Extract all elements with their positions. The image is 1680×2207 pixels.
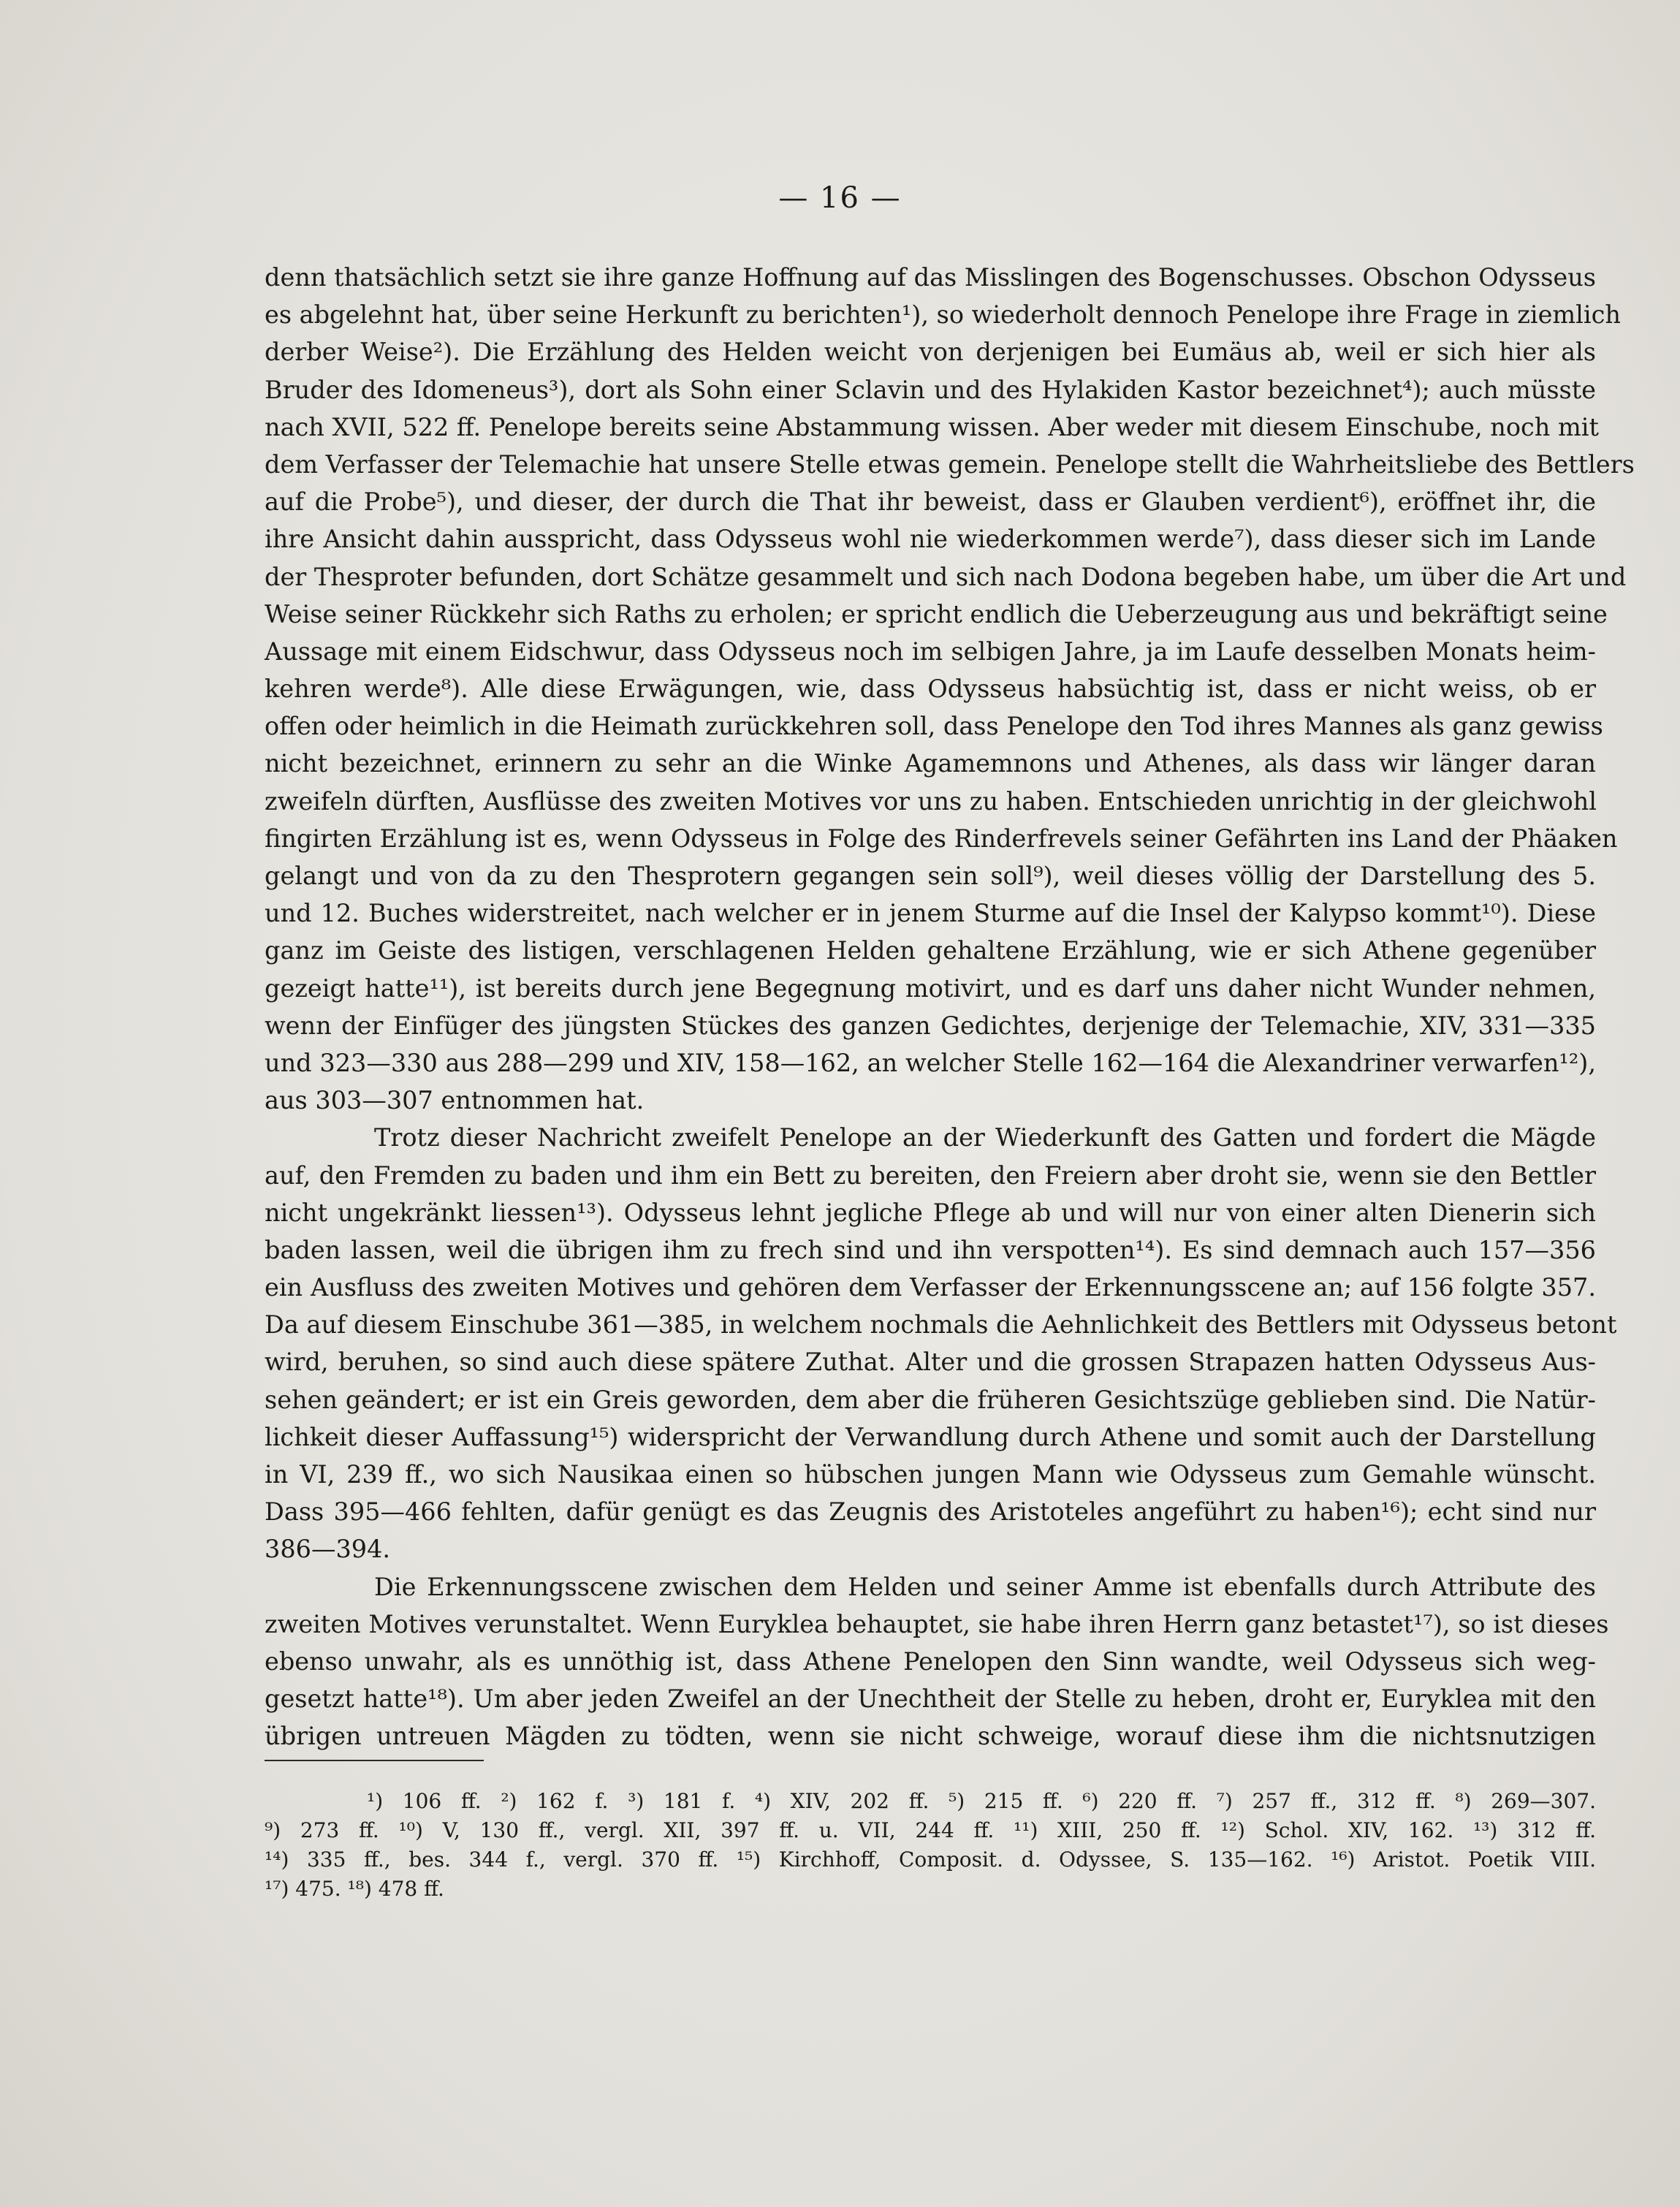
text-line: fingirten Erzählung ist es, wenn Odysseus in Folge des Rinderfrevels seiner Gefährten ins Land der Phäaken	[265, 824, 1618, 853]
text-line: und 12. Buches widerstreitet, nach welcher er in jenem Sturme auf die Insel der Kalypso kommt¹⁰). Diese	[265, 899, 1596, 928]
text-line: nicht ungekränkt liessen¹³). Odysseus lehnt jegliche Pflege ab und will nur von einer alten Dienerin sich	[265, 1198, 1596, 1227]
text-line: sehen geändert; er ist ein Greis geworden, dem aber die früheren Gesichtszüge geblieben sind. Die Natür-	[265, 1385, 1596, 1414]
text-line: Dass 395—466 fehlten, dafür genügt es das Zeugnis des Aristoteles angeführt zu haben¹⁶); echt sind nur	[265, 1497, 1596, 1527]
text-line: in VI, 239 ff., wo sich Nausikaa einen so hübschen jungen Mann wie Odysseus zum Gemahle wünscht.	[265, 1460, 1596, 1489]
text-line: Da auf diesem Einschube 361—385, in welchem nochmals die Aehnlichkeit des Bettlers mit Odysseus betont	[265, 1310, 1617, 1340]
text-line: ihre Ansicht dahin ausspricht, dass Odysseus wohl nie wiederkommen werde⁷), dass dieser sich im Lande	[265, 525, 1596, 554]
text-line: Bruder des Idomeneus³), dort als Sohn einer Sclavin und des Hylakiden Kastor bezeichnet⁴); auch müsste	[265, 375, 1596, 404]
text-line: zweiten Motives verunstaltet. Wenn Euryklea behauptet, sie habe ihren Herrn ganz betastet¹⁷), so ist dieses	[265, 1609, 1609, 1638]
text-line: 386—394.	[265, 1535, 391, 1564]
text-line: denn thatsächlich setzt sie ihre ganze Hoffnung auf das Misslingen des Bogenschusses. Obschon Odysseus	[265, 263, 1596, 292]
text-line: der Thesproter befunden, dort Schätze gesammelt und sich nach Dodona begeben habe, um über die Art und	[265, 562, 1627, 591]
text-line: gezeigt hatte¹¹), ist bereits durch jene Begegnung motivirt, und es darf uns daher nicht Wunder nehmen,	[265, 973, 1596, 1003]
footnote-line: ⁹) 273 ff. ¹⁰) V, 130 ff., vergl. XII, 397 ff. u. VII, 244 ff. ¹¹) XIII, 250 ff. ¹²) Schol. XIV, 162. ¹³) 312 ff.	[265, 1818, 1596, 1842]
text-line: wenn der Einfüger des jüngsten Stückes des ganzen Gedichtes, derjenige der Telemachie, XIV, 331—335	[265, 1011, 1596, 1040]
footnote-divider	[265, 1760, 484, 1761]
text-line: ganz im Geiste des listigen, verschlagenen Helden gehaltene Erzählung, wie er sich Athene gegenüber	[265, 936, 1596, 965]
text-line: kehren werde⁸). Alle diese Erwägungen, wie, dass Odysseus habsüchtig ist, dass er nicht weiss, ob er	[265, 675, 1596, 704]
footnote-line: ¹⁷) 475. ¹⁸) 478 ff.	[265, 1877, 444, 1901]
footnote-line: ¹⁴) 335 ff., bes. 344 f., vergl. 370 ff. ¹⁵) Kirchhoff, Composit. d. Odyssee, S. 135—162. ¹⁶) Aristot. Poetik VIII.	[265, 1847, 1596, 1872]
text-line: dem Verfasser der Telemachie hat unsere Stelle etwas gemein. Penelope stellt die Wahrheitsliebe des Bettlers	[265, 449, 1635, 479]
footnotes	[265, 1787, 1596, 1904]
paragraph	[265, 1119, 1617, 1568]
text-line: zweifeln dürften, Ausflüsse des zweiten Motives vor uns zu haben. Entschieden unrichtig in der gleichwohl	[265, 786, 1597, 816]
text-line: offen oder heimlich in die Heimath zurückkehren soll, dass Penelope den Tod ihres Mannes als ganz gewiss	[265, 712, 1603, 741]
text-line: derber Weise²). Die Erzählung des Helden weicht von derjenigen bei Eumäus ab, weil er sich hier als	[265, 338, 1596, 367]
text-line: lichkeit dieser Auffassung¹⁵) widerspricht der Verwandlung durch Athene und somit auch der Darstellung	[265, 1422, 1596, 1451]
text-line: ein Ausfluss des zweiten Motives und gehören dem Verfasser der Erkennungsscene an; auf 156 folgte 357.	[265, 1273, 1596, 1302]
text-line: übrigen untreuen Mägden zu tödten, wenn sie nicht schweige, worauf diese ihm die nichtsnutzigen	[265, 1722, 1596, 1751]
text-line: Die Erkennungsscene zwischen dem Helden und seiner Amme ist ebenfalls durch Attribute des	[374, 1572, 1596, 1601]
text-line: gelangt und von da zu den Thesprotern gegangen sein soll⁹), weil dieses völlig der Darstellung des 5.	[265, 862, 1596, 890]
text-line: Weise seiner Rückkehr sich Raths zu erholen; er spricht endlich die Ueberzeugung aus und bekräftigt seine	[265, 599, 1608, 628]
text-line: Aussage mit einem Eidschwur, dass Odysseus noch im selbigen Jahre, ja im Laufe desselben Monats heim-	[265, 637, 1596, 666]
text-line: nach XVII, 522 ff. Penelope bereits seine Abstammung wissen. Aber weder mit diesem Einschube, noch mit	[265, 412, 1599, 441]
text-line: aus 303—307 entnommen hat.	[265, 1086, 645, 1115]
text-line: es abgelehnt hat, über seine Herkunft zu berichten¹), so wiederholt dennoch Penelope ihre Frage in ziemlich	[265, 300, 1621, 330]
footnote-line: ¹) 106 ff. ²) 162 f. ³) 181 f. ⁴) XIV, 202 ff. ⁵) 215 ff. ⁶) 220 ff. ⁷) 257 ff., 312 ff. ⁸) 269—307.	[367, 1789, 1596, 1813]
text-line: wird, beruhen, so sind auch diese spätere Zuthat. Alter und die grossen Strapazen hatten Odysseus Aus-	[265, 1348, 1596, 1377]
text-line: auf, den Fremden zu baden und ihm ein Bett zu bereiten, den Freiern aber droht sie, wenn sie den Bettler	[265, 1161, 1596, 1190]
text-line: ebenso unwahr, als es unnöthig ist, dass Athene Penelopen den Sinn wandte, weil Odysseus sich weg-	[265, 1646, 1596, 1676]
text-line: auf die Probe⁵), und dieser, der durch die That ihr beweist, dass er Glauben verdient⁶), eröffnet ihr, die	[265, 487, 1596, 517]
text-line: und 323—330 aus 288—299 und XIV, 158—162, an welcher Stelle 162—164 die Alexandriner verwarfen¹²),	[265, 1048, 1596, 1077]
text-line: gesetzt hatte¹⁸). Um aber jeden Zweifel an der Unechtheit der Stelle zu heben, droht er, Euryklea mit den	[265, 1684, 1596, 1714]
body-text	[265, 259, 1635, 1755]
text-line: Trotz dieser Nachricht zweifelt Penelope an der Wiederkunft des Gatten und fordert die Mägde	[374, 1123, 1596, 1152]
page-number: — 16 —	[778, 181, 902, 215]
text-line: baden lassen, weil die übrigen ihm zu frech sind und ihn verspotten¹⁴). Es sind demnach auch 157—356	[265, 1235, 1596, 1264]
paragraph	[265, 1568, 1609, 1755]
text-line: nicht bezeichnet, erinnern zu sehr an die Winke Agamemnons und Athenes, als dass wir länger daran	[265, 749, 1596, 778]
paragraph	[265, 259, 1635, 1119]
